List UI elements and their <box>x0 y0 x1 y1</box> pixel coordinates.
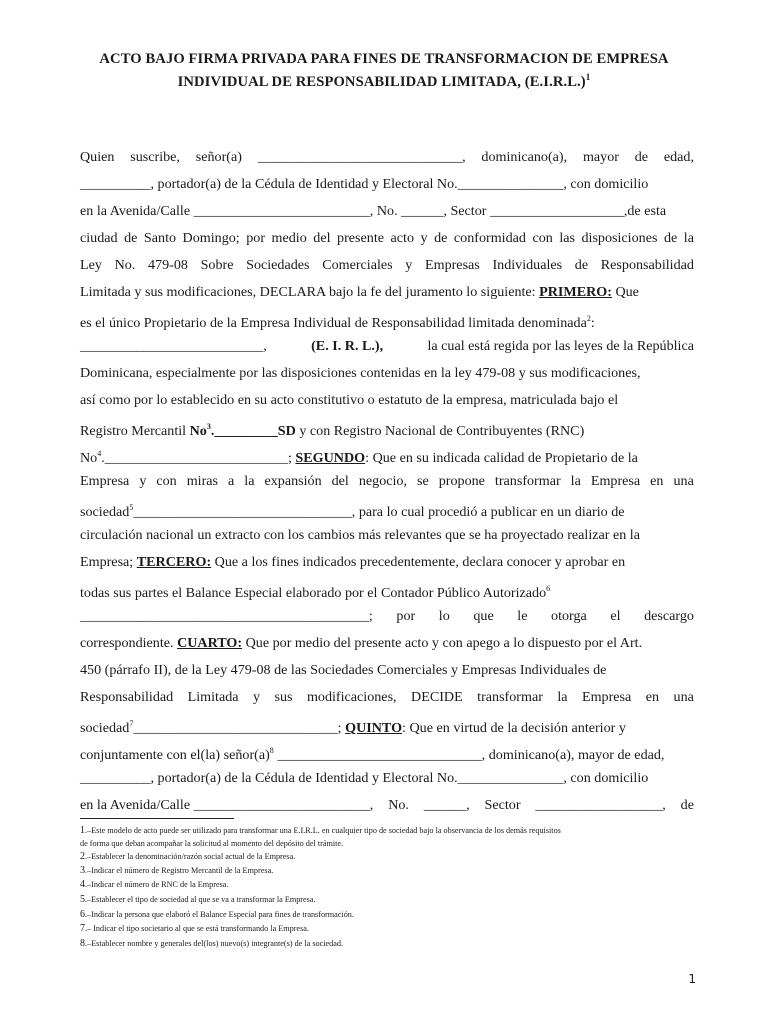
word: y <box>405 257 413 273</box>
word: y <box>420 230 428 246</box>
word: ______, <box>423 797 470 813</box>
word: de <box>634 149 649 165</box>
word: Responsabilidad <box>600 257 694 273</box>
body-line-13 <box>80 472 694 490</box>
word: en la Avenida/Calle _________________________, <box>80 797 374 813</box>
footnote-ref: 4 <box>97 449 102 458</box>
body-line-16: Empresa; TERCERO: Que a los fines indicados precedentemente, declara conocer y aprobar en <box>80 554 626 570</box>
footnote-1: 1.–Este modelo de acto puede ser utilizado para transformar una E.I.R.L. en cualquier tipo de sociedad bajo la observancia de los demás requisitos <box>80 825 561 836</box>
word: DECIDE <box>411 689 463 705</box>
title-footnote-ref: 1 <box>585 72 591 82</box>
footnote-3: 3.–Indicar el número de Registro Mercantil de la Empresa. <box>80 865 274 876</box>
body-line-8: __________________________, (E. I. R. L.), la cual está regida por las leyes de la República <box>80 338 694 354</box>
word: por <box>246 230 266 246</box>
word: dominicano(a), <box>481 149 568 165</box>
footnote-ref: 6 <box>546 584 551 593</box>
word: con <box>532 230 553 246</box>
word: 479-08 <box>147 257 188 273</box>
word: Sector <box>484 797 521 813</box>
word: la <box>244 473 255 489</box>
word: por <box>396 608 416 624</box>
word: Empresa <box>581 689 632 705</box>
body-line-18 <box>80 607 694 625</box>
word: No. <box>114 257 136 273</box>
word: acto <box>390 230 414 246</box>
document-title <box>60 50 708 91</box>
body-line-11: Registro Mercantil No$^3$._________SD y con Registro Nacional de Contribuyentes (RNC) <box>80 422 585 439</box>
word: propone <box>438 473 485 489</box>
word: del <box>331 473 349 489</box>
word: señor(a) <box>195 149 242 165</box>
word: que <box>473 608 494 624</box>
word: descargo <box>644 608 694 624</box>
word: transformar <box>477 689 543 705</box>
word: la <box>683 230 694 246</box>
word: Quien <box>80 149 115 165</box>
word: Sobre <box>200 257 234 273</box>
body-line-15: circulación nacional un extracto con los cambios más relevantes que se ha proyectado realizar en la <box>80 527 640 543</box>
word: Limitada <box>187 689 239 705</box>
footnote-separator <box>80 818 234 819</box>
word: transformar <box>494 473 561 489</box>
word: Empresa <box>590 473 641 489</box>
segundo-heading: SEGUNDO <box>295 450 366 466</box>
word: Santo <box>143 230 177 246</box>
word: modificaciones, <box>306 689 397 705</box>
word: medio <box>271 230 307 246</box>
footnote-ref: 8 <box>269 746 274 755</box>
word: ciudad <box>80 230 118 246</box>
word: conformidad <box>453 230 526 246</box>
body-line-25 <box>80 796 694 814</box>
footnote-ref: 3 <box>206 422 211 431</box>
eirl-label: (E. I. R. L.), <box>311 338 384 354</box>
body-line-14: sociedad$^5$_______________________________, para lo cual procedió a publicar en un diario de <box>80 503 625 520</box>
quinto-heading: QUINTO <box>345 720 403 736</box>
footnote-ref: 5 <box>129 503 134 512</box>
word: sus <box>274 689 293 705</box>
word: Empresas <box>425 257 480 273</box>
word: en <box>650 473 664 489</box>
body-line-2: __________, portador(a) de la Cédula de Identidad y Electoral No._______________, con domicilio <box>80 176 649 192</box>
word: _____________________________, <box>257 149 466 165</box>
word: disposiciones <box>581 230 658 246</box>
word: de <box>574 257 589 273</box>
word: Responsabilidad <box>80 689 174 705</box>
word: Individuales <box>492 257 563 273</box>
footnote-8: 8.–Establecer nombre y generales del(los) nuevo(s) integrante(s) de la sociedad. <box>80 938 344 949</box>
word: se <box>416 473 429 489</box>
body-line-20: 450 (párrafo II), de la Ley 479-08 de las Sociedades Comerciales y Empresas Individuales de <box>80 662 607 678</box>
word: a <box>228 473 235 489</box>
word: otorga <box>551 608 587 624</box>
body-line-24: __________, portador(a) de la Cédula de Identidad y Electoral No._______________, con domicilio <box>80 770 649 786</box>
word: del <box>313 230 331 246</box>
body-line-3: en la Avenida/Calle _________________________, No. ______, Sector ___________________,de esta <box>80 203 667 219</box>
word: y <box>139 473 147 489</box>
word: la <box>557 689 568 705</box>
footnote-6: 6.–Indicar la persona que elaboró el Balance Especial para fines de transformación. <box>80 909 354 920</box>
body-line-1 <box>80 148 694 166</box>
word: Domingo; <box>182 230 240 246</box>
word: __________________, <box>535 797 666 813</box>
footnote-ref: 2 <box>586 314 591 323</box>
word: Comerciales <box>322 257 393 273</box>
body-line-22: sociedad$^7$_____________________________; QUINTO: Que en virtud de la decisión anterior y <box>80 719 626 736</box>
body-line-19: correspondiente. CUARTO: Que por medio del presente acto y con apego a lo dispuesto por el Art. <box>80 635 643 651</box>
word: suscribe, <box>130 149 180 165</box>
word: de <box>124 230 138 246</box>
footnote-ref: 7 <box>129 719 134 728</box>
word: lo <box>438 608 450 624</box>
title-line-1: ACTO BAJO FIRMA PRIVADA PARA FINES DE TRANSFORMACION DE EMPRESA <box>99 51 669 67</box>
body-line-6: Limitada y sus modificaciones, DECLARA bajo la fe del juramento lo siguiente: PRIMERO: Que <box>80 284 639 300</box>
word: de <box>663 230 678 246</box>
word: la <box>570 473 581 489</box>
footnote-4: 4.–Indicar el número de RNC de la Empresa. <box>80 879 229 890</box>
word: una <box>673 689 694 705</box>
body-line-21 <box>80 688 694 706</box>
word: expansión <box>264 473 322 489</box>
word: de <box>680 797 694 813</box>
footnote-7: 7.– Indicar el tipo societario al que se está transformando la Empresa. <box>80 923 309 934</box>
body-line-5 <box>80 256 694 274</box>
footnote-5: 5.–Establecer el tipo de sociedad al que se va a transformar la Empresa. <box>80 894 316 905</box>
word: edad, <box>663 149 694 165</box>
primero-heading: PRIMERO: <box>539 284 612 300</box>
word: una <box>673 473 694 489</box>
word: con <box>156 473 177 489</box>
body-line-7: es el único Propietario de la Empresa Individual de Responsabilidad limitada denominada$^2$: <box>80 314 595 331</box>
footnote-1-cont: de forma que deban acompañar la solicitud al momento del depósito del trámite. <box>80 839 344 848</box>
word: _________________________________________; <box>80 608 373 624</box>
word: Empresa <box>80 473 130 489</box>
word: de <box>434 230 448 246</box>
title-line-2: INDIVIDUAL DE RESPONSABILIDAD LIMITADA, $(E.I.R.L.)^1$ <box>177 72 591 90</box>
body-line-10: así como por lo establecido en su acto constitutivo o estatuto de la empresa, matriculada bajo el <box>80 392 619 408</box>
body-line-23: conjuntamente con el(la) $señor(a)^8$ _____________________________, dominicano(a), mayor de edad, <box>80 746 665 763</box>
word: y <box>252 689 261 705</box>
body-line-12: No$^4$.__________________________; SEGUNDO: Que en su indicada calidad de Propietario de la <box>80 449 638 466</box>
word: No. <box>388 797 409 813</box>
body-line-9: Dominicana, especialmente por las disposiciones contenidas en la ley 479-08 y sus modificaciones, <box>80 365 641 381</box>
word: miras <box>186 473 219 489</box>
tercero-heading: TERCERO: <box>136 554 212 570</box>
word: Ley <box>80 257 102 273</box>
word: el <box>610 608 621 624</box>
body-line-17: todas sus partes el Balance Especial elaborado por el Contador Público Autorizado$^6$ <box>80 584 551 601</box>
word: mayor <box>582 149 619 165</box>
word: Sociedades <box>246 257 310 273</box>
word: en <box>645 689 660 705</box>
footnote-2: 2.–Establecer la denominación/razón social actual de la Empresa. <box>80 851 296 862</box>
word: las <box>559 230 575 246</box>
body-line-4 <box>80 229 694 247</box>
cuarto-heading: CUARTO: <box>177 635 243 651</box>
word: le <box>517 608 528 624</box>
page-number: 1 <box>688 972 696 986</box>
word: negocio, <box>358 473 407 489</box>
word: presente <box>337 230 384 246</box>
